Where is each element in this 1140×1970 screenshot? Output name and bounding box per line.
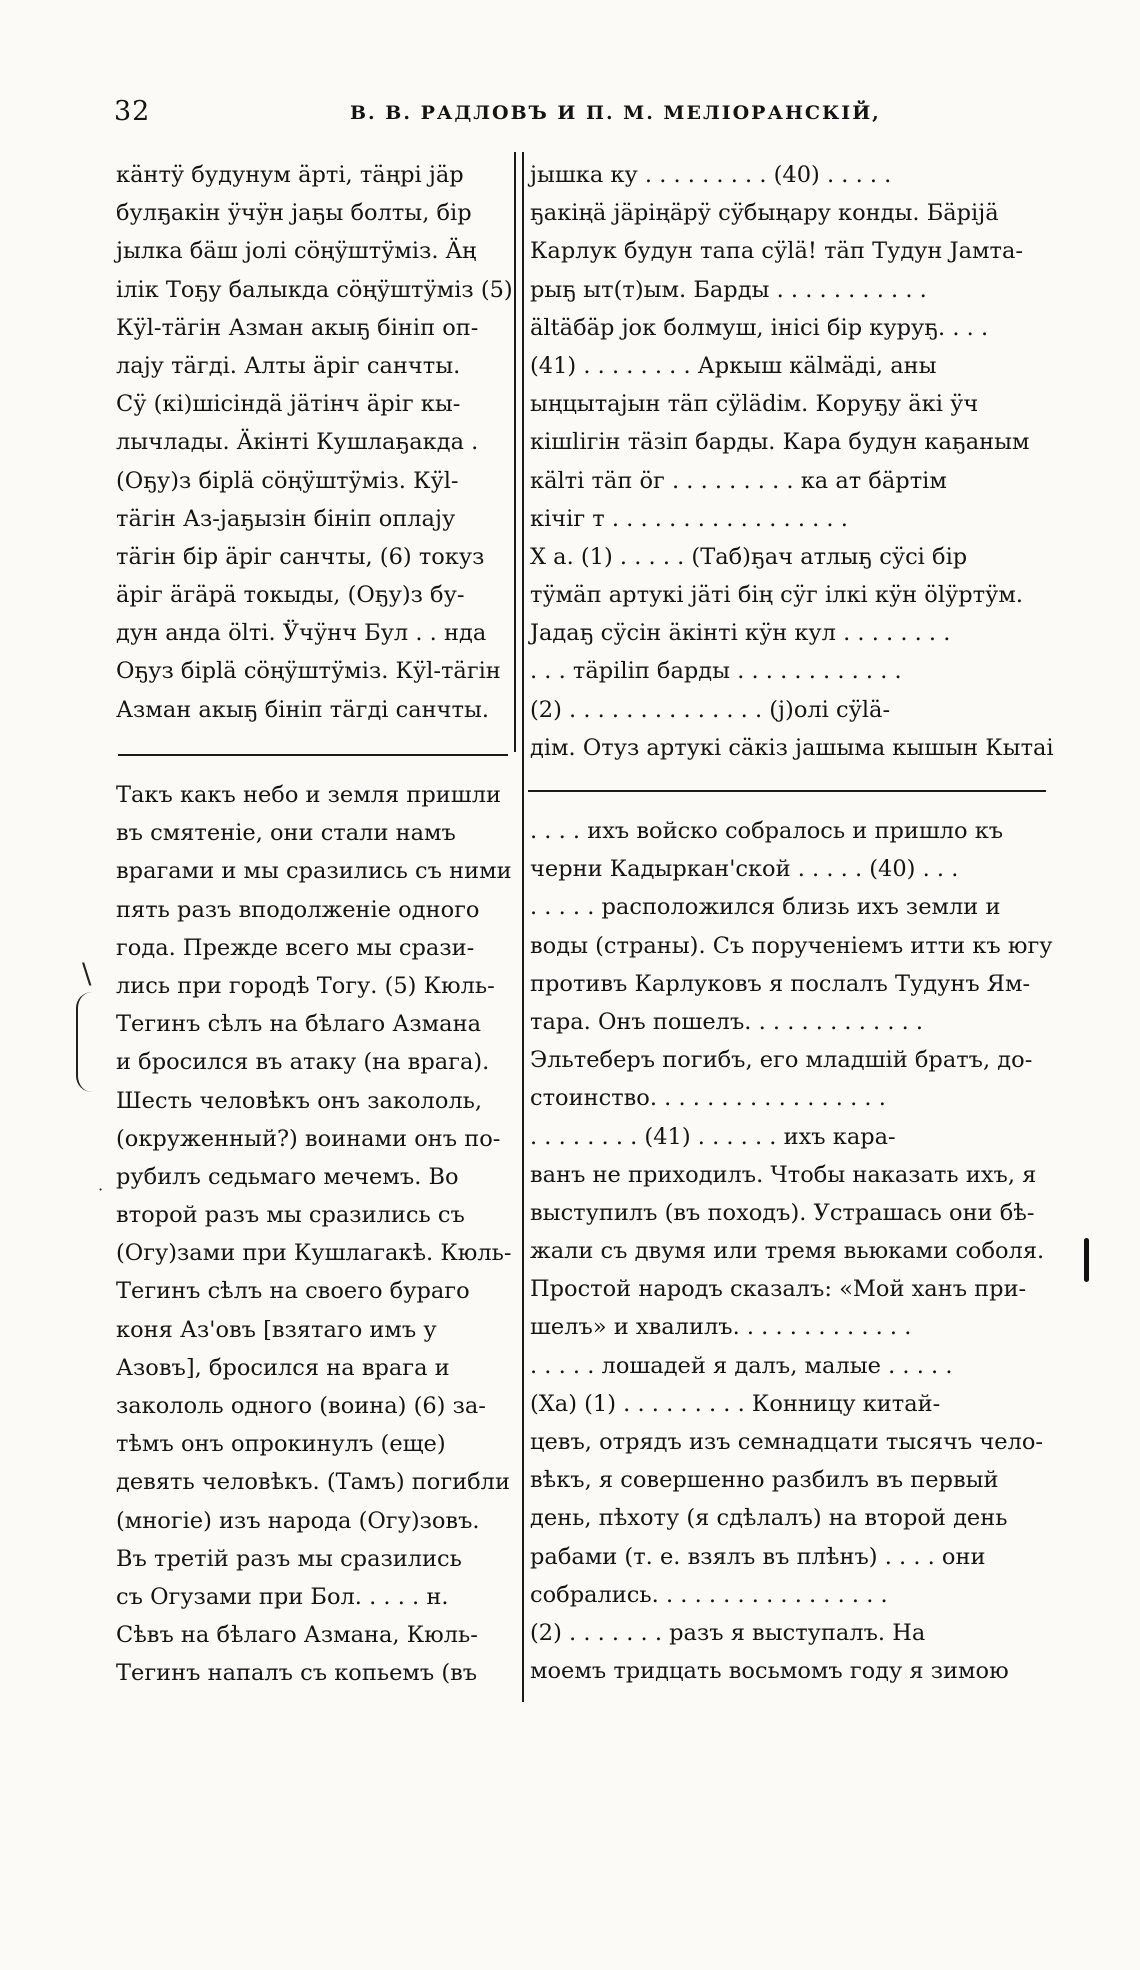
text-line: собрались. . . . . . . . . . . . . . . . . xyxy=(530,1581,888,1608)
text-line: съ Огузами при Бол. . . . . н. xyxy=(116,1583,449,1610)
text-line: день, пѣхоту (я сдѣлалъ) на второй день xyxy=(530,1505,1008,1532)
margin-ink-mark xyxy=(1084,1238,1089,1282)
text-line: . . . тäріlіп барды . . . . . . . . . . . . xyxy=(530,658,902,685)
column-divider xyxy=(522,152,524,1702)
text-line: стоинство. . . . . . . . . . . . . . . . . xyxy=(530,1085,886,1112)
text-line: Сѣвъ на бѣлаго Азмана, Кюль- xyxy=(116,1622,478,1649)
text-line: булҕакін ӱчӱн jаҕы болты, бір xyxy=(116,200,472,227)
text-line: (окруженный?) воинами онъ по- xyxy=(116,1125,501,1152)
text-line: Тегинъ напалъ съ копьемъ (въ xyxy=(116,1660,478,1687)
page-header xyxy=(114,96,1044,136)
text-line: Эльтеберъ погибъ, его младшій братъ, до- xyxy=(530,1047,1033,1074)
text-line: . . . . ихъ войско собралось и пришло къ xyxy=(530,818,1004,844)
text-line: воды (страны). Съ порученіемъ итти къ югу xyxy=(530,932,1053,959)
text-line: выступилъ (въ походъ). Устрашась они бѣ- xyxy=(530,1199,1035,1226)
text-line: . . . . . . . . (41) . . . . . . ихъ кара- xyxy=(530,1123,896,1150)
text-line: врагами и мы сразились съ ними xyxy=(116,858,512,885)
text-line: черни Кадыркан'ской . . . . . (40) . . . xyxy=(530,856,959,883)
text-line: (2) . . . . . . . разъ я выступалъ. На xyxy=(530,1619,926,1646)
text-line: дім. Отуз артукі сäкіз jашыма кышын Кытаі xyxy=(530,734,1054,761)
text-line: цевъ, отрядъ изъ семнадцати тысячъ чело- xyxy=(530,1429,1044,1455)
text-line: Въ третій разъ мы сразились xyxy=(116,1545,462,1572)
text-line: (2) . . . . . . . . . . . . . . (j)олі сӱlä- xyxy=(530,696,891,723)
text-line: Jадаҕ сӱсін äкінті кӱн кул . . . . . . . . xyxy=(530,620,951,647)
text-line: Шесть человѣкъ онъ закололь, xyxy=(116,1087,483,1114)
text-line: шелъ» и хвалилъ. . . . . . . . . . . . . xyxy=(530,1314,912,1341)
text-line: . . . . . расположился близь ихъ земли и xyxy=(530,894,1001,921)
text-line: тäгін бір äріг санчты, (6) токуз xyxy=(116,543,485,570)
text-line: Простой народъ сказалъ: «Мой ханъ при- xyxy=(530,1276,1027,1303)
text-line: Сӱ (кі)шісіндä jäтінч äріг кы- xyxy=(116,391,461,418)
text-line: Х а. (1) . . . . . (Таб)ҕач атлыҕ сӱсі бір xyxy=(530,543,968,570)
text-line: (многіе) изъ народа (Огу)зовъ. xyxy=(116,1507,480,1534)
text-line: вѣкъ, я совершенно разбилъ въ первый xyxy=(530,1467,999,1494)
text-line: пять разъ вподолженіе одного xyxy=(116,896,480,923)
left-separator-rule xyxy=(118,754,508,756)
text-line: лись при городѣ Тогу. (5) Кюль- xyxy=(116,972,495,999)
text-line: второй разъ мы сразились съ xyxy=(116,1202,465,1229)
text-line: jышка ку . . . . . . . . . (40) . . . . . xyxy=(530,162,892,188)
text-line: въ смятеніе, они стали намъ xyxy=(116,820,456,847)
text-line: девять человѣкъ. (Тамъ) погибли xyxy=(116,1469,510,1496)
text-line: тäгін Аз-jаҕызін бініп оплаjу xyxy=(116,505,456,532)
right-separator-rule xyxy=(528,790,1046,792)
margin-tick-mark: \ xyxy=(82,957,92,990)
text-line: äріг äгäрä токыды, (Оҕу)з бу- xyxy=(116,582,465,609)
text-line: закололь одного (воина) (6) за- xyxy=(116,1393,486,1419)
text-line: кічіг т . . . . . . . . . . . . . . . . . xyxy=(530,505,848,532)
right-column-original-text xyxy=(530,156,1054,767)
margin-dot-mark: · xyxy=(98,1180,104,1199)
text-line: лаjу тäгді. Алты äріг санчты. xyxy=(116,352,461,379)
text-line: Азовъ], бросился на врага и xyxy=(116,1354,450,1381)
text-line: Азман акыҕ бініп тäгді санчты. xyxy=(116,696,490,723)
right-column-translation xyxy=(530,812,1053,1690)
text-line: кäнтӱ будунум äрті, тäңрі jäр xyxy=(116,162,464,188)
text-line: жали съ двумя или тремя вьюками соболя. xyxy=(530,1238,1045,1265)
left-column-translation xyxy=(116,776,511,1693)
text-line: и бросился въ атаку (на врага). xyxy=(116,1049,490,1076)
text-line: противъ Карлуковъ я послалъ Тудунъ Ям- xyxy=(530,970,1031,997)
text-line: лычлады. Äкінті Кушлаҕакда . xyxy=(116,429,479,456)
text-line: (Ха) (1) . . . . . . . . . Конницу китай- xyxy=(530,1390,941,1417)
text-line: тара. Онъ пошелъ. . . . . . . . . . . . . xyxy=(530,1008,924,1035)
text-line: Оҕуз бірlä сӧңӱштӱміз. Кӱl-тäгін xyxy=(116,658,501,685)
text-line: (Оҕу)з бірlä сӧңӱштӱміз. Кӱl- xyxy=(116,467,459,494)
margin-bracket-mark xyxy=(76,992,92,1092)
text-line: дун анда ӧlті. Ӱчӱнч Бул . . нда xyxy=(116,620,487,647)
text-line: ванъ не приходилъ. Чтобы наказать ихъ, я xyxy=(530,1161,1037,1188)
text-line: рабами (т. е. взялъ въ плѣнъ) . . . . они xyxy=(530,1543,986,1570)
text-line: Карлук будун тапа сӱlä! тäп Тудун Jамта- xyxy=(530,238,1023,265)
left-column-original-text xyxy=(116,156,511,729)
text-line: ҕакіңä jäріңäрӱ сӱбыңару конды. Бäріjä xyxy=(530,200,999,227)
text-line: тӱмäп артукі jäті бің сӱг ілкі кӱн ölӱртӱм. xyxy=(530,582,1024,609)
text-line: кälті тäп öг . . . . . . . . . ка ат бäртім xyxy=(530,467,947,494)
text-line: года. Прежде всего мы срази- xyxy=(116,934,475,961)
text-line: Кӱl-тäгін Азман акыҕ бініп оп- xyxy=(116,314,479,341)
text-line: рубилъ седьмаго мечемъ. Во xyxy=(116,1163,459,1190)
text-line: моемъ тридцать восьмомъ году я зимою xyxy=(530,1658,1009,1685)
text-line: ілік Тоҕу балыкда сӧңӱштӱміз (5) xyxy=(116,276,513,303)
column-divider-top xyxy=(514,152,516,752)
text-line: кішlігін тäзіп барды. Кара будун каҕаным xyxy=(530,429,1030,456)
text-line: ältäбäр jок болмуш, інісі бір куруҕ. . . . xyxy=(530,314,989,341)
text-line: (41) . . . . . . . . Аркыш кälмäді, аны xyxy=(530,352,937,379)
page-number: 32 xyxy=(114,96,151,127)
text-line: ыңцытаjын тäп сӱlädiм. Коруҕу äкі ӱч xyxy=(530,391,979,418)
text-line: . . . . . лошадей я далъ, малые . . . . . xyxy=(530,1352,953,1379)
text-line: Такъ какъ небо и земля пришли xyxy=(116,782,501,808)
text-line: Тегинъ сѣлъ на своего бураго xyxy=(116,1278,470,1305)
text-line: Тегинъ сѣлъ на бѣлаго Азмана xyxy=(116,1011,482,1038)
running-title: В. В. РАДЛОВЪ И П. М. МЕЛІОРАНСКІЙ, xyxy=(350,102,881,124)
text-line: jылка бäш jолі сӧңӱштӱміз. Äң xyxy=(116,238,477,265)
text-line: (Огу)зами при Кушлагакѣ. Кюль- xyxy=(116,1240,512,1267)
text-line: рыҕ ыт(т)ым. Барды . . . . . . . . . . . xyxy=(530,276,927,303)
text-line: коня Аз'овъ [взятаго имъ у xyxy=(116,1316,437,1343)
text-line: тѣмъ онъ опрокинулъ (еще) xyxy=(116,1431,446,1458)
